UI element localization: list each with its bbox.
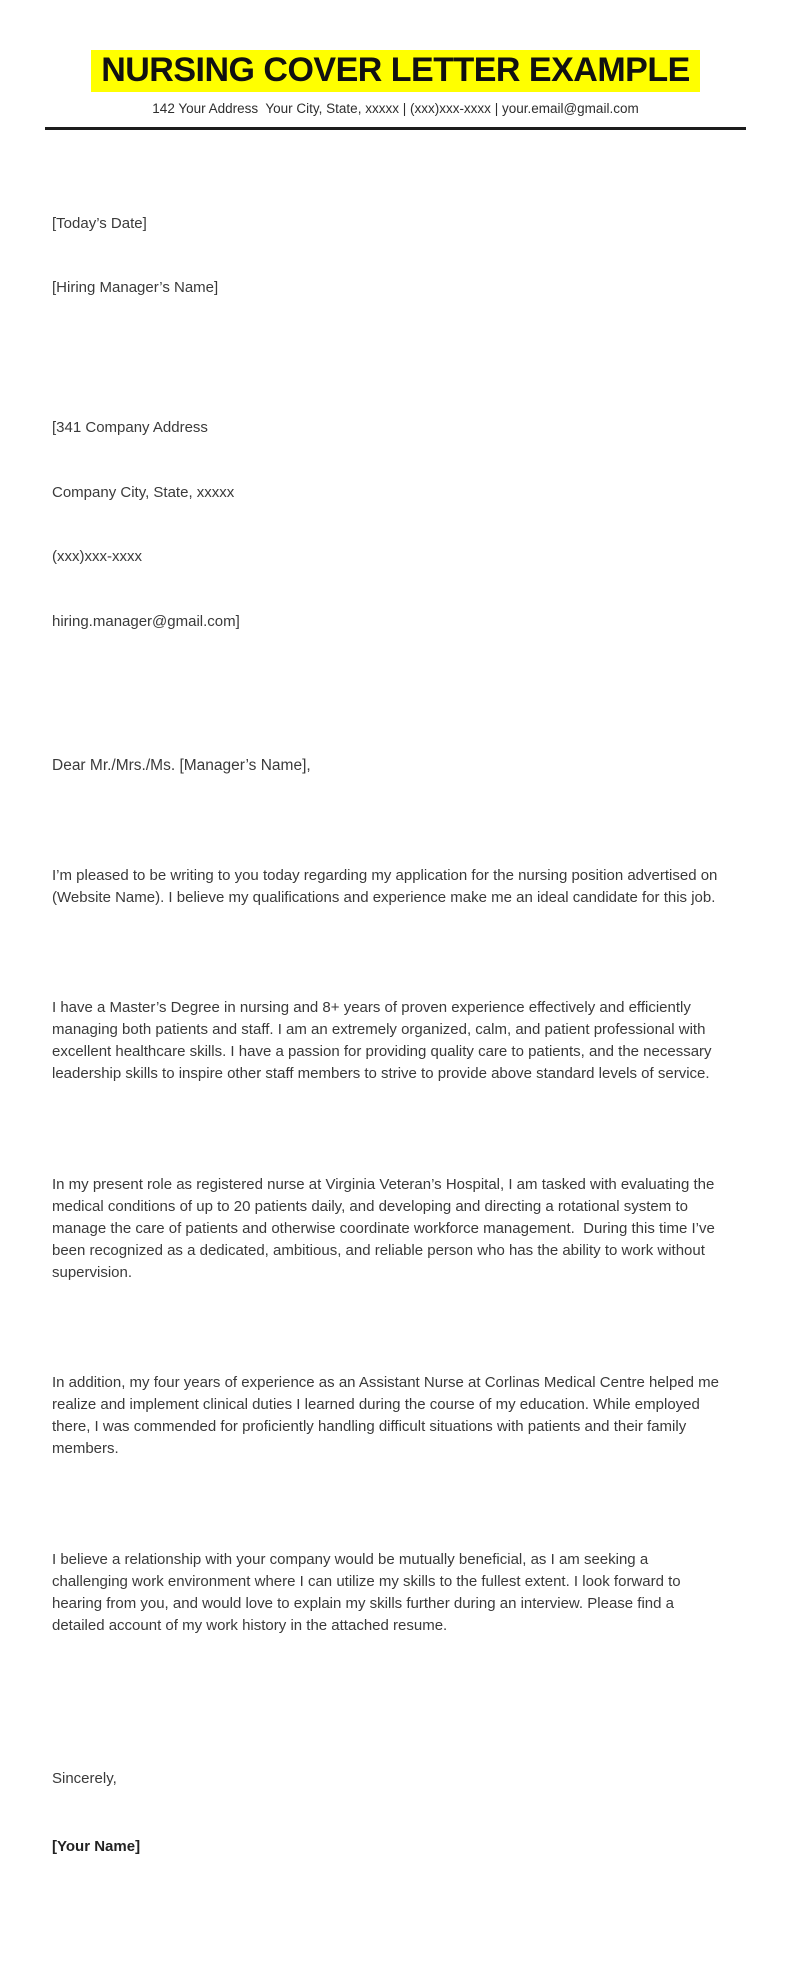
letter-body [0,130,791,1965]
body-paragraph-4: In addition, my four years of experience as an Assistant Nurse at Corlinas Medical Centre helped me realize and implement clinical duties I learned during the course of my education. While employed there, I was commended for proficiently handling difficult situations with patients and their family members. [52,1374,724,1458]
company-address-block [52,374,719,675]
hiring-manager-line: [Hiring Manager’s Name] [52,279,219,297]
document-header [0,0,791,130]
company-address-line-1: [341 Company Address [52,419,208,437]
body-paragraph-1: I’m pleased to be writing to you today regarding my application for the nursing position advertised on (Website Name). I believe my qualifications and experience make me an ideal candidate for this job. [52,866,722,906]
body-paragraph-2: I have a Master’s Degree in nursing and 8+ years of proven experience effectively and efficiently managing both patients and staff. I am an extremely organized, calm, and patient professional with excellent healthcare skills. I have a passion for providing quality care to patients, and the necessary leadership skills to inspire other staff members to strive to provide above standard levels of service. [52,999,716,1083]
closing-line: Sincerely, [52,1770,117,1788]
closing-block [52,1725,719,1900]
body-paragraph-3: In my present role as registered nurse at Virginia Veteran’s Hospital, I am tasked with evaluating the medical conditions of up to 20 patients daily, and developing and directing a rotational system to manage the care of patients and otherwise coordinate workforce management. During this time I’ve been recognized as a dedicated, ambitious, and reliable person who has the ability to work without supervision. [52,1175,720,1281]
company-address-line-3: (xxx)xxx-xxxx [52,548,142,566]
salutation: Dear Mr./Mrs./Ms. [Manager’s Name], [52,756,311,774]
company-address-line-4: hiring.manager@gmail.com] [52,612,240,630]
company-address-line-2: Company City, State, xxxxx [52,483,235,501]
signature-line: [Your Name] [52,1837,141,1855]
contact-info-line: 142 Your Address Your City, State, xxxxx | (xxx)xxx-xxxx | your.email@gmail.com [152,101,639,117]
body-paragraph-5: I believe a relationship with your company would be mutually beneficial, as I am seeking a challenging work environment where I can utilize my skills to the fullest extent. I look forward to hearing from you, and would love to explain my skills further during an interview. Please find a detailed account of my work history in the attached resume. [52,1550,685,1634]
date-line: [Today’s Date] [52,214,147,232]
page-title: NURSING COVER LETTER EXAMPLE [91,50,700,92]
